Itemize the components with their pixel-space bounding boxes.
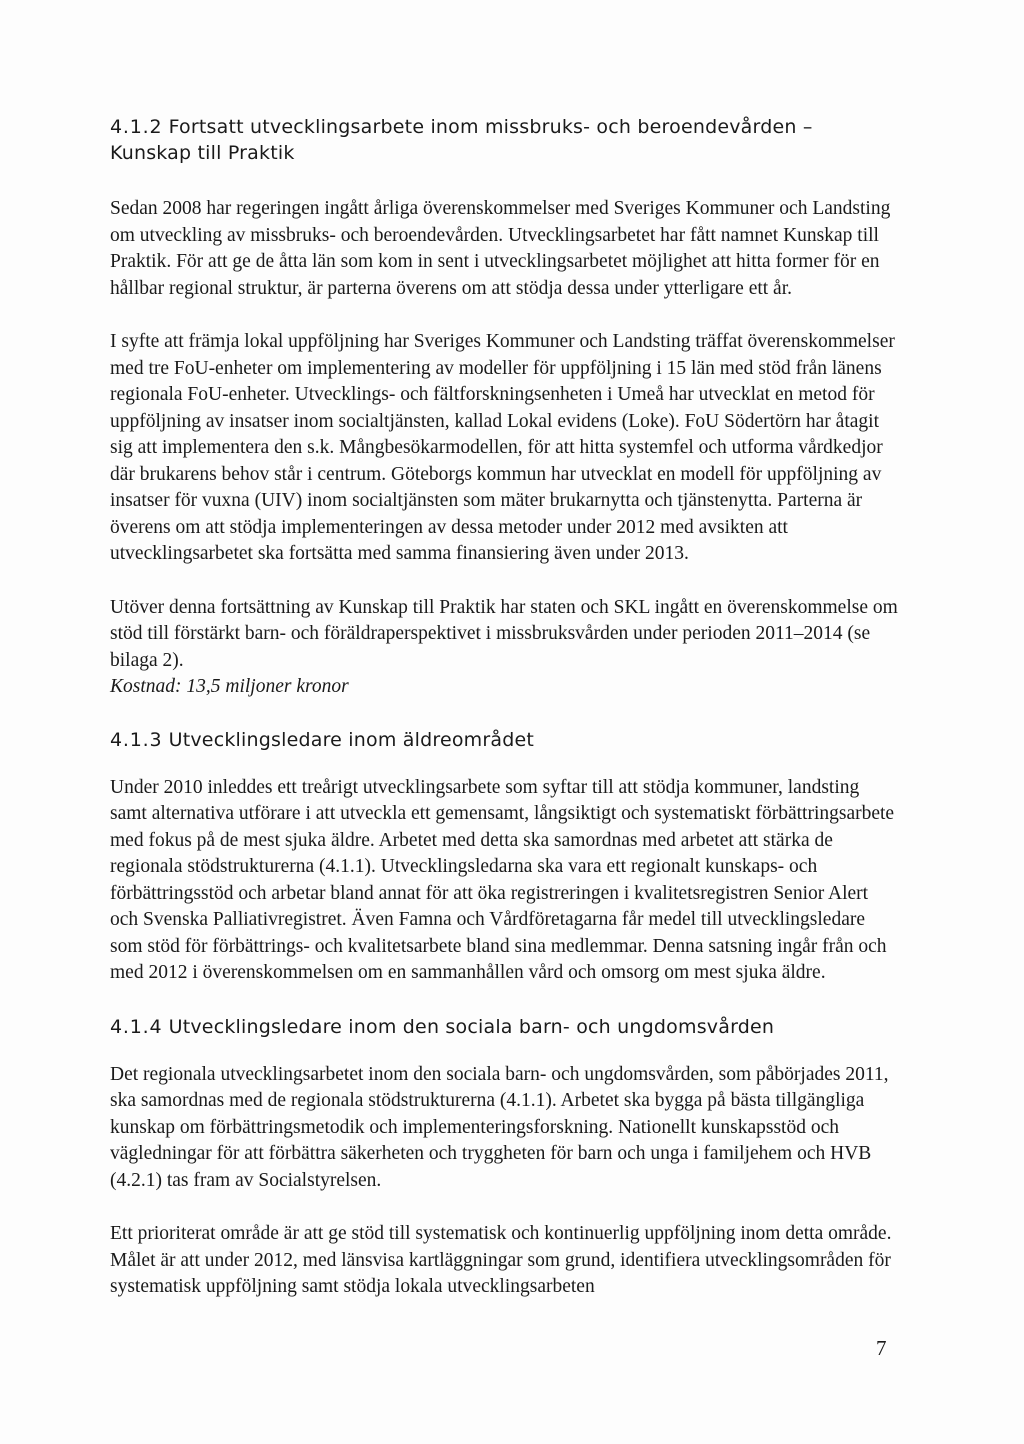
section-number: 4.1.3: [110, 728, 163, 751]
paragraph: Utöver denna fortsättning av Kunskap till Praktik har staten och SKL ingått en överenskommelse om stöd till förstärkt barn- och föräldraperspektivet i missbruksvården under perioden 2011–2014 (se bilaga 2).: [110, 596, 898, 671]
section-title: Utvecklingsledare inom äldreområdet: [168, 728, 535, 751]
paragraph: I syfte att främja lokal uppföljning har Sveriges Kommuner och Landsting träffat överenskommelser med tre FoU-enheter om implementering av modeller för uppföljning i 15 län med stöd från länens regionala FoU-enheter. Utvecklings- och fältforskningsenheten i Umeå har utvecklat en metod för uppföljning av insatser inom socialtjänsten, kallad Lokal evidens (Loke). FoU Södertörn har åtagit sig att implementera den s.k. Mångbesökarmodellen, för att hitta systemfel och utforma vårdkedjor där brukarens behov står i centrum. Göteborgs kommun har utvecklat en modell för uppföljning av insatser för vuxna (UIV) inom socialtjänsten som mäter brukarnytta och tjänstenytta. Parterna är överens om att stödja implementeringen av dessa metoder under 2012 med avsikten att utvecklingsarbetet ska fortsätta med samma finansiering även under 2013.: [110, 331, 895, 564]
paragraph: Sedan 2008 har regeringen ingått årliga överenskommelser med Sveriges Kommuner och Landsting om utveckling av missbruks- och beroendevården. Utvecklingsarbetet har fått namnet Kunskap till Praktik. För att ge de åtta län som kom in sent i utvecklingsarbetet möjlighet att hitta former för en hållbar regional struktur, är parterna överens om att stödja dessa under ytterligare ett år.: [110, 198, 891, 299]
section-title: Utvecklingsledare inom den sociala barn- och ungdomsvården: [168, 1015, 775, 1038]
section-heading-4-1-2: [110, 114, 900, 166]
page-number: 7: [876, 1336, 887, 1360]
section-heading-4-1-4: [110, 1014, 900, 1040]
section-title-line2: Kunskap till Praktik: [110, 142, 295, 164]
paragraph: Under 2010 inleddes ett treårigt utvecklingsarbete som syftar till att stödja kommuner, landsting samt alternativa utförare i att utveckla ett gemensamt, långsiktigt och systematiskt förbättringsarbete med fokus på de mest sjuka äldre. Arbetet med detta ska samordnas med arbetet att stärka de regionala stödstrukturerna (4.1.1). Utvecklingsledarna ska vara ett regionalt kunskaps- och förbättringsstöd och arbetar bland annat för att öka registreringen i kvalitetsregistren Senior Alert och Svenska Palliativregistret. Även Famna och Vårdföretagarna får medel till utvecklingsledare som stöd för förbättrings- och kvalitetsarbete bland sina medlemmar. Denna satsning ingår från och med 2012 i överenskommelsen om en sammanhållen vård och omsorg om mest sjuka äldre.: [110, 776, 895, 983]
section-heading-4-1-3: [110, 727, 900, 753]
cost-line: Kostnad: 13,5 miljoner kronor: [110, 676, 349, 697]
section-title-line1: Fortsatt utvecklingsarbete inom missbruks- och beroendevården –: [168, 116, 813, 138]
paragraph: Ett prioriterat område är att ge stöd till systematisk och kontinuerlig uppföljning inom detta område. Målet är att under 2012, med länsvisa kartläggningar som grund, identifiera utvecklingsområden för systematisk uppföljning samt stödja lokala utvecklingsarbeten: [110, 1223, 892, 1297]
section-number: 4.1.2: [110, 116, 163, 138]
paragraph: Det regionala utvecklingsarbetet inom den sociala barn- och ungdomsvården, som påbörjades 2011, ska samordnas med de regionala stödstrukturerna (4.1.1). Arbetet ska bygga på bästa tillgängliga kunskap om förbättringsmetodik och implementeringsforskning. Nationellt kunskapsstöd och vägledningar för att förbättra säkerheten och tryggheten för barn och unga i familjehem och HVB (4.2.1) tas fram av Socialstyrelsen.: [110, 1063, 889, 1191]
page-content: [110, 114, 900, 1328]
section-number: 4.1.4: [110, 1015, 163, 1038]
